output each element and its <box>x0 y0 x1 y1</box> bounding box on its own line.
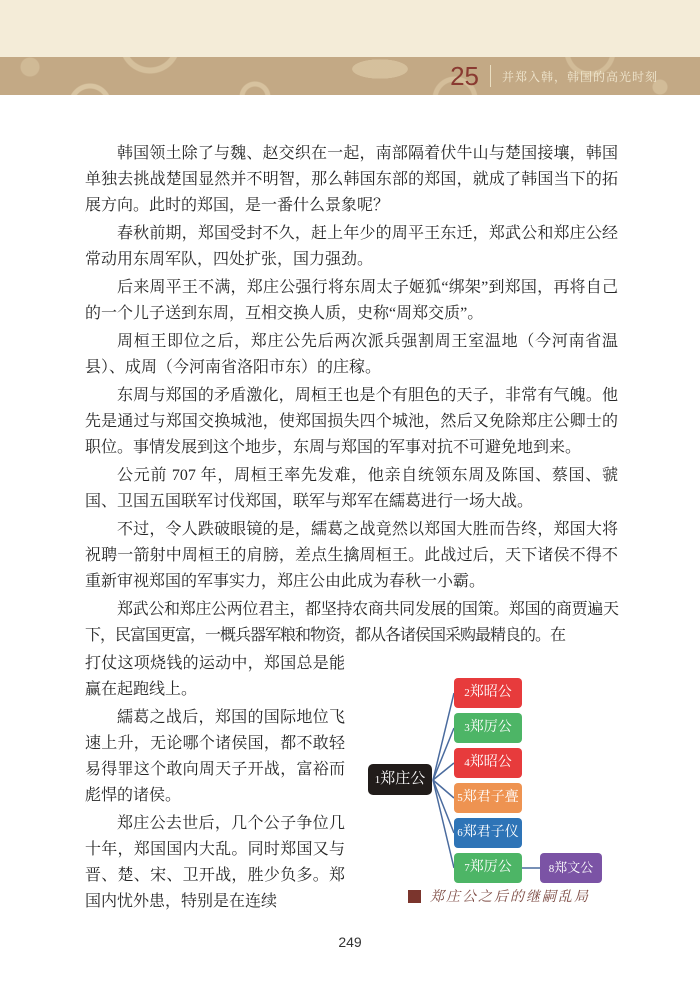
diagram-node: 8郑文公 <box>540 853 602 883</box>
paragraph: 春秋前期，郑国受封不久，赶上年少的周平王东迁，郑武公和郑庄公经常动用东周军队，四处扩张，国力强劲。 <box>85 225 618 268</box>
chapter-number: 25 <box>450 61 479 91</box>
paragraph: 繻葛之战后，郑国的国际地位飞速上升，无论哪个诸侯国，都不敢轻易得罪这个敢向周天子开战，富裕而彪悍的诸侯。 <box>85 709 345 804</box>
paragraph: 韩国领土除了与魏、赵交织在一起，南部隔着伏牛山与楚国接壤，韩国单独去挑战楚国显然并不明智，那么韩国东部的郑国，就成了韩国当下的拓展方向。此时的郑国，是一番什么景象呢？ <box>85 145 618 214</box>
diagram-node: 7郑厉公 <box>454 853 522 883</box>
paragraph: 公元前 707 年，周桓王率先发难，他亲自统领东周及陈国、蔡国、虢国、卫国五国联军讨伐郑国，联军与郑军在繻葛进行一场大战。 <box>85 467 618 510</box>
page-number: 249 <box>338 934 362 950</box>
paragraph: 郑武公和郑庄公两位君主，都坚持农商共同发展的国策。郑国的商贾遍天下，民富国更富，一概兵器军粮和物资，都从各诸侯国采购最精良的。在 <box>85 601 618 644</box>
diagram-node: 5郑君子亹 <box>454 783 522 813</box>
diagram-node: 2郑昭公 <box>454 678 522 708</box>
diagram-node: 4郑昭公 <box>454 748 522 778</box>
figure-caption-text: 郑庄公之后的继嗣乱局 <box>430 890 590 905</box>
diagram-node-root: 1郑庄公 <box>368 764 432 795</box>
paragraph: 周桓王即位之后，郑庄公先后两次派兵强割周王室温地（今河南省温县）、成周（今河南省洛阳市东）的庄稼。 <box>85 333 618 376</box>
paragraph: 打仗这项烧钱的运动中，郑国总是能赢在起跑线上。 <box>85 655 345 698</box>
succession-diagram <box>360 660 660 915</box>
figure-caption <box>408 886 590 906</box>
chapter-header-band <box>0 57 700 95</box>
page-top-margin <box>0 0 700 57</box>
header-divider <box>490 65 491 87</box>
diagram-node: 3郑厉公 <box>454 713 522 743</box>
diagram-node: 6郑君子仪 <box>454 818 522 848</box>
paragraph: 后来周平王不满，郑庄公强行将东周太子姬狐“绑架”到郑国，再将自己的一个儿子送到东周，互相交换人质，史称“周郑交质”。 <box>85 279 618 322</box>
chapter-title: 并郑入韩，韩国的高光时刻 <box>501 69 658 84</box>
square-bullet-icon <box>408 890 421 903</box>
paragraph: 郑庄公去世后，几个公子争位几十年，郑国国内大乱。同时郑国又与晋、楚、宋、卫开战，胜少负多。郑国内忧外患，特别是在连续 <box>85 815 345 910</box>
paragraph: 东周与郑国的矛盾激化，周桓王也是个有胆色的天子，非常有气魄。他先是通过与郑国交换城池，使郑国损失四个城池，然后又免除郑庄公卿士的职位。事情发展到这个地步，东周与郑国的军事对抗不可避免地到来。 <box>85 387 618 456</box>
paragraph: 不过，令人跌破眼镜的是，繻葛之战竟然以郑国大胜而告终，郑国大将祝聘一箭射中周桓王的肩膀，差点生擒周桓王。此战过后，天下诸侯不得不重新审视郑国的军事实力，郑庄公由此成为春秋一小霸。 <box>85 521 618 590</box>
